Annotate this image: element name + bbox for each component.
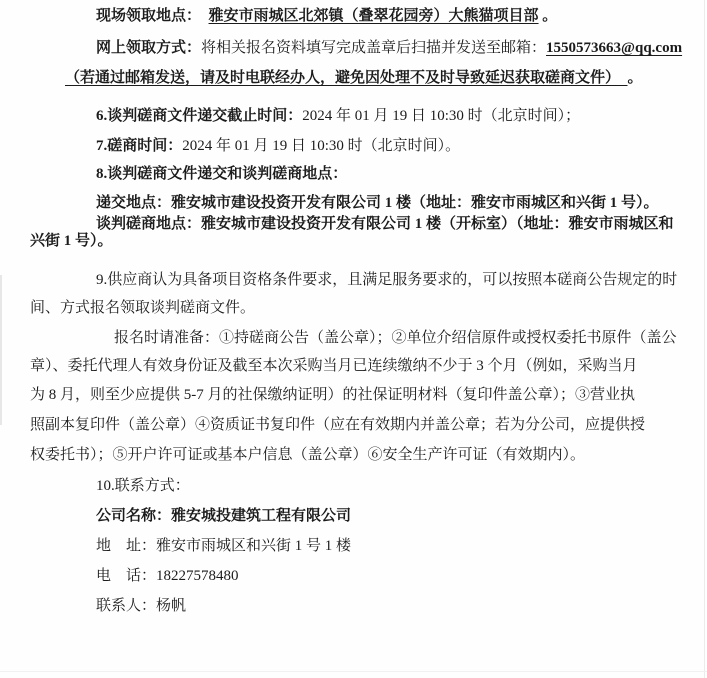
- line-company-name-text: 公司名称：雅安城投建筑工程有限公司: [96, 508, 352, 524]
- line-item9-supplier-para-1: [30, 272, 681, 288]
- line-email-warning-text: （若通过邮箱发送，请及时电联经办人，避免因处理不及时导致延迟获取磋商文件）: [65, 70, 628, 86]
- line-negotiation-location-cont: [30, 233, 681, 249]
- line-item6-submission-deadline-text: 6.谈判磋商文件递交截止时间：: [96, 108, 303, 124]
- line-signup-prep-5-text: 权委托书）；⑤开户许可证或基本户信息（盖公章）⑥安全生产许可证（有效期内）。: [30, 447, 586, 463]
- scan-edge-left-smudge: [0, 275, 2, 425]
- line-submission-location: [30, 195, 681, 211]
- line-online-pickup-method-text: 网上领取方式：: [96, 40, 202, 56]
- line-item7-negotiation-time-text: 2024 年 01 月 19 日 10:30 时（北京时间）。: [182, 138, 461, 154]
- line-onsite-pickup-location-text: 现场领取地点：: [96, 8, 194, 24]
- line-address-text: 地 址：雅安市雨城区和兴街 1 号 1 楼: [96, 538, 352, 554]
- line-email-warning: [30, 70, 681, 86]
- line-item10-contact-heading-text: 10.联系方式：: [96, 478, 190, 494]
- line-online-pickup-method: [30, 40, 681, 56]
- line-submission-location-text: 递交地点：雅安城市建设投资开发有限公司 1 楼（地址：雅安市雨城区和兴街 1 号）。: [96, 195, 659, 211]
- line-item7-negotiation-time: [30, 138, 681, 154]
- line-onsite-pickup-location-text: 雅安市雨城区北郊镇（叠翠花园旁）大熊猫项目部: [208, 8, 539, 24]
- line-item8-locations-heading: [30, 166, 681, 182]
- line-onsite-pickup-location: [30, 8, 681, 24]
- line-phone-text: 电 话：18227578480: [96, 568, 239, 584]
- line-item9-supplier-para-2-text: 间、方式报名领取谈判磋商文件。: [30, 300, 256, 316]
- line-email-warning-text: 。: [627, 70, 643, 86]
- line-phone: [30, 568, 681, 584]
- line-item9-supplier-para-2: [30, 300, 681, 316]
- line-item9-supplier-para-1-text: 9.供应商认为具备项目资格条件要求，且满足服务要求的，可以按照本磋商公告规定的时: [96, 272, 678, 288]
- line-negotiation-location-cont-text: 兴街 1 号）。: [30, 233, 113, 249]
- line-negotiation-location-text: 谈判磋商地点：雅安城市建设投资开发有限公司 1 楼（开标室）（地址：雅安市雨城区和: [96, 216, 674, 232]
- line-signup-prep-3-text: 为 8 月，则至少应提供 5-7 月的社保缴纳证明）的社保证明材料（复印件盖公章）；③营业执: [30, 387, 635, 403]
- line-signup-prep-1: [30, 330, 681, 346]
- line-signup-prep-2-text: 章）、委托代理人有效身份证及截至本次采购当月已连续缴纳不少于 3 个月（例如，采购当月: [30, 358, 638, 374]
- line-signup-prep-4-text: 照副本复印件（盖公章）④资质证书复印件（应在有效期内并盖公章；若为分公司，应提供授: [30, 417, 646, 433]
- line-signup-prep-5: [30, 447, 681, 463]
- scan-edge-bottom: [0, 671, 707, 672]
- line-company-name: [30, 508, 681, 524]
- line-contact-person: [30, 598, 681, 614]
- line-item7-negotiation-time-text: 7.磋商时间：: [96, 138, 183, 154]
- line-negotiation-location: [30, 216, 681, 232]
- line-item6-submission-deadline-text: 2024 年 01 月 19 日 10:30 时（北京时间）；: [302, 108, 581, 124]
- line-online-pickup-method-text: 将相关报名资料填写完成盖章后扫描并发送至邮箱：: [201, 40, 547, 56]
- line-item8-locations-heading-text: 8.谈判磋商文件递交和谈判磋商地点：: [96, 166, 348, 182]
- line-signup-prep-4: [30, 417, 681, 433]
- line-onsite-pickup-location-text: 。: [538, 8, 558, 24]
- line-signup-prep-3: [30, 387, 681, 403]
- line-signup-prep-2: [30, 358, 681, 374]
- line-address: [30, 538, 681, 554]
- line-online-pickup-method-text: 1550573663@qq.com: [546, 40, 683, 56]
- line-signup-prep-1-text: 报名时请准备：①持磋商公告（盖公章）；②单位介绍信原件或授权委托书原件（盖公: [114, 330, 677, 346]
- line-onsite-pickup-location-text: [194, 8, 209, 24]
- scan-edge-right: [704, 0, 705, 678]
- document-body: [30, 0, 681, 614]
- line-item10-contact-heading: [30, 478, 681, 494]
- line-contact-person-text: 联系人：杨帆: [96, 598, 187, 614]
- line-item6-submission-deadline: [30, 108, 681, 124]
